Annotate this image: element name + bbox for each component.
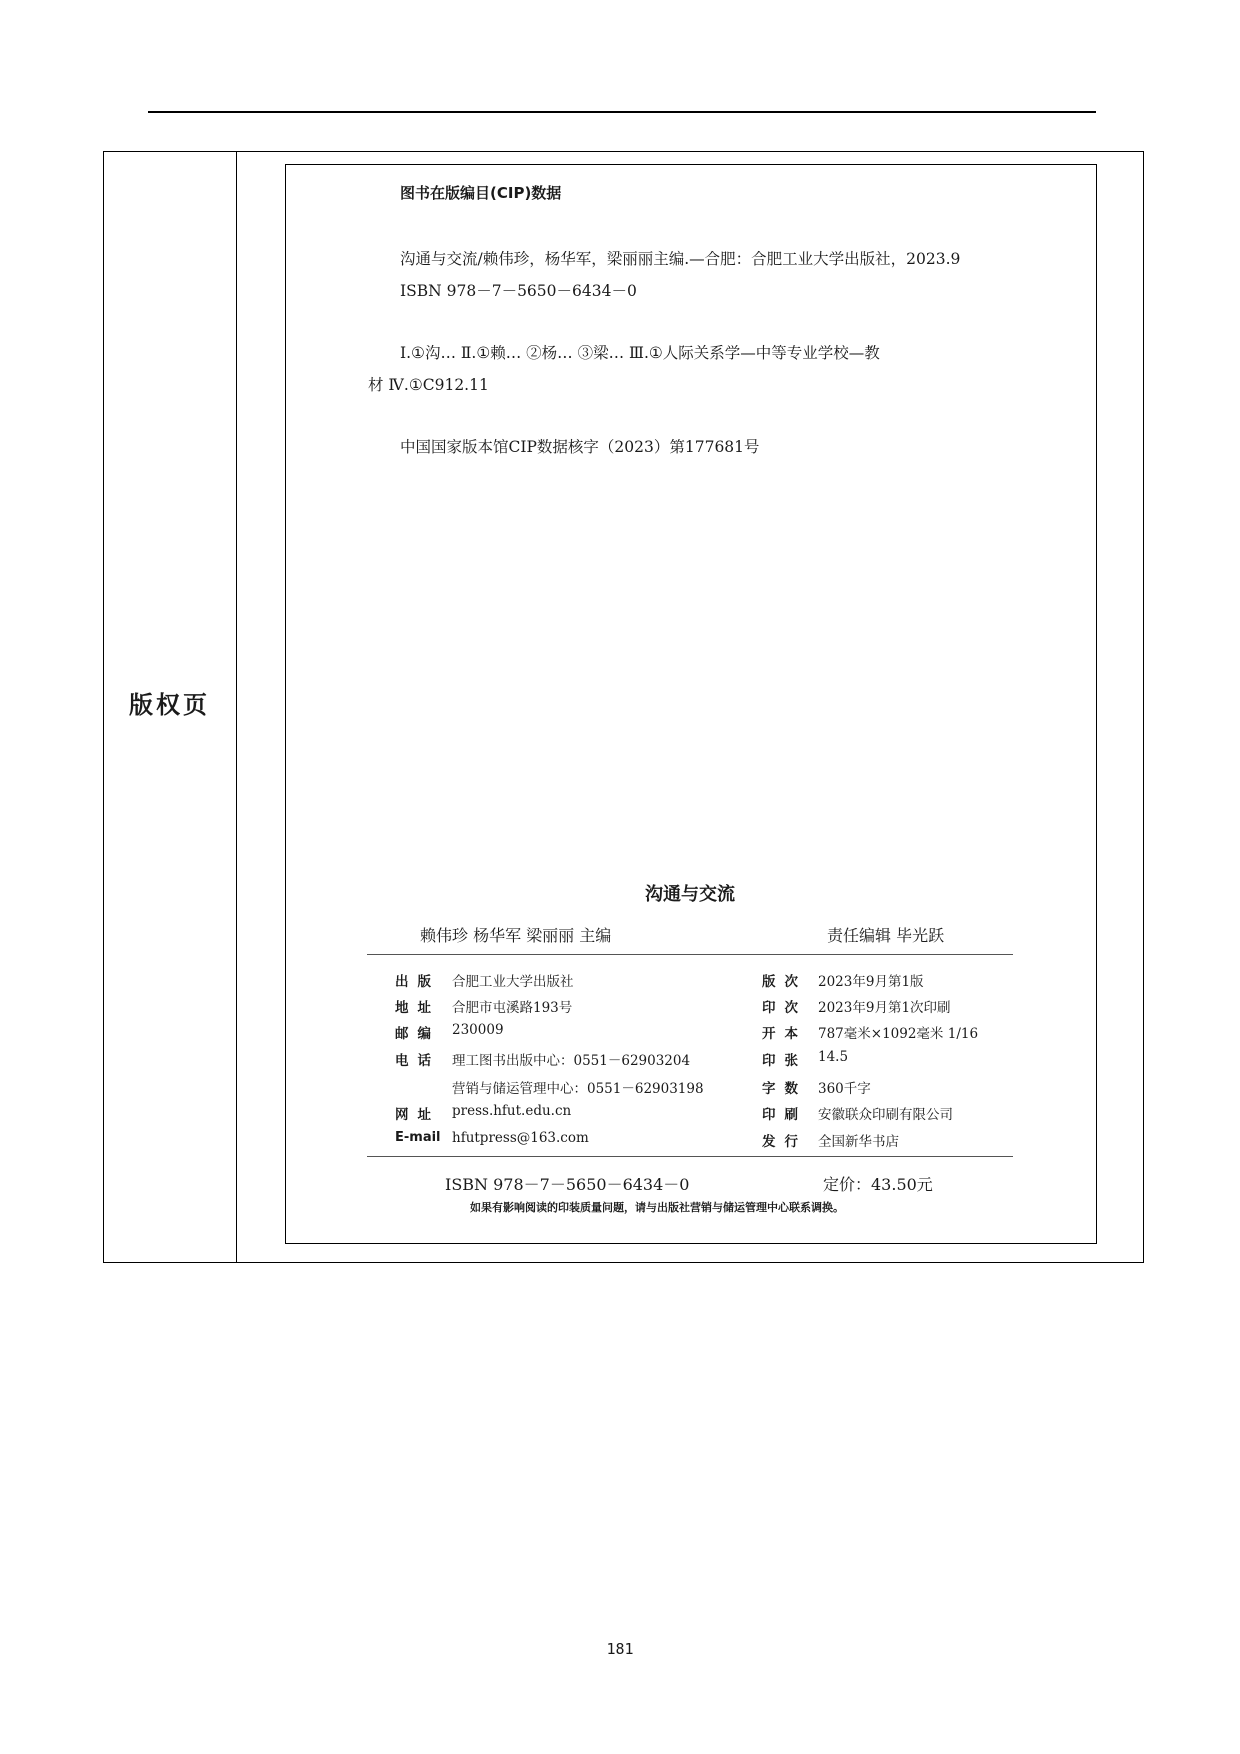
imprint-value: 2023年9月第1次印刷 bbox=[818, 1000, 951, 1016]
cip-line-3: Ⅰ.①沟… Ⅱ.①赖… ②杨… ③梁… Ⅲ.①人际关系学—中等专业学校—教 bbox=[400, 344, 880, 362]
price: 定价：43.50元 bbox=[823, 1175, 933, 1194]
cip-line-1: 沟通与交流/赖伟珍，杨华军，梁丽丽主编.—合肥：合肥工业大学出版社，2023.9 bbox=[400, 250, 961, 268]
imprint-label: 网址 bbox=[395, 1107, 440, 1123]
cip-line-2: ISBN 978－7－5650－6434－0 bbox=[400, 282, 637, 300]
imprint-label: 出版 bbox=[395, 974, 440, 990]
imprint-label: 邮编 bbox=[395, 1026, 440, 1042]
imprint-value: hfutpress@163.com bbox=[452, 1130, 589, 1146]
imprint-label: E-mail bbox=[395, 1130, 441, 1145]
book-title: 沟通与交流 bbox=[645, 884, 735, 905]
imprint-value: 2023年9月第1版 bbox=[818, 974, 924, 990]
imprint-label: 版次 bbox=[762, 974, 807, 990]
imprint-value: 14.5 bbox=[818, 1049, 849, 1065]
cip-line-4: 材 Ⅳ.①C912.11 bbox=[368, 376, 489, 394]
imprint-rule-top bbox=[367, 954, 1013, 955]
cip-heading: 图书在版编目(CIP)数据 bbox=[400, 184, 562, 202]
imprint-value: press.hfut.edu.cn bbox=[452, 1103, 572, 1119]
imprint-label: 印张 bbox=[762, 1053, 807, 1069]
editors-line: 赖伟珍 杨华军 梁丽丽 主编 bbox=[420, 926, 612, 945]
imprint-label: 发行 bbox=[762, 1134, 807, 1150]
imprint-value: 360千字 bbox=[818, 1081, 871, 1097]
cip-line-5: 中国国家版本馆CIP数据核字（2023）第177681号 bbox=[400, 438, 760, 456]
imprint-label: 开本 bbox=[762, 1026, 807, 1042]
imprint-value: 安徽联众印刷有限公司 bbox=[818, 1107, 953, 1123]
isbn-line: ISBN 978－7－5650－6434－0 bbox=[445, 1175, 690, 1194]
imprint-value: 787毫米×1092毫米 1/16 bbox=[818, 1026, 979, 1042]
imprint-value: 合肥工业大学出版社 bbox=[452, 974, 574, 990]
section-label: 版权页 bbox=[129, 690, 210, 719]
imprint-value: 全国新华书店 bbox=[818, 1134, 899, 1150]
imprint-label: 字数 bbox=[762, 1081, 807, 1097]
quality-notice: 如果有影响阅读的印装质量问题，请与出版社营销与储运管理中心联系调换。 bbox=[470, 1201, 844, 1214]
imprint-label: 印次 bbox=[762, 1000, 807, 1016]
imprint-value: 营销与储运管理中心：0551－62903198 bbox=[452, 1081, 704, 1097]
imprint-label: 地址 bbox=[395, 1000, 440, 1016]
imprint-value: 理工图书出版中心：0551－62903204 bbox=[452, 1053, 691, 1069]
imprint-rule-bottom bbox=[367, 1156, 1013, 1157]
imprint-label: 印刷 bbox=[762, 1107, 807, 1123]
responsible-editor: 责任编辑 毕光跃 bbox=[827, 926, 945, 945]
imprint-value: 合肥市屯溪路193号 bbox=[452, 1000, 573, 1016]
table-column-divider bbox=[236, 151, 237, 1263]
page-number: 181 bbox=[606, 1640, 634, 1658]
imprint-value: 230009 bbox=[452, 1022, 504, 1038]
header-rule bbox=[148, 111, 1096, 113]
imprint-label: 电话 bbox=[395, 1053, 440, 1069]
